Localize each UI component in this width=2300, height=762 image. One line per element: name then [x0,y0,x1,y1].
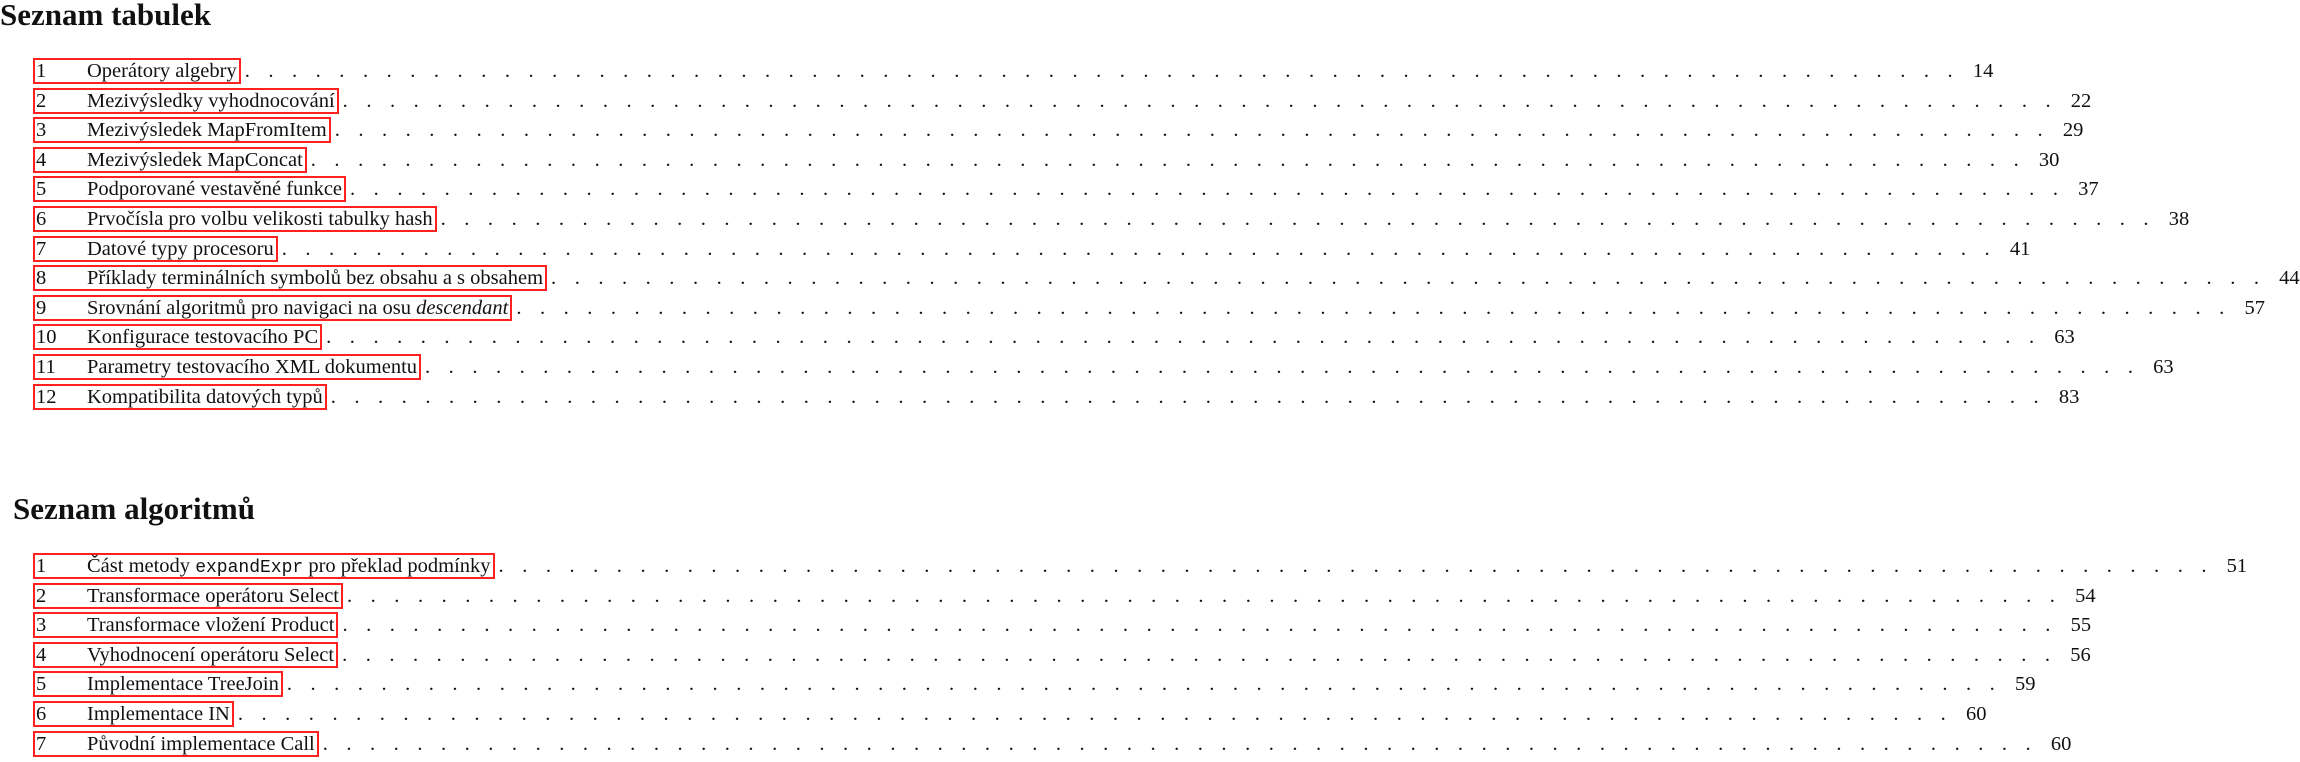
algorithm-entry-3 [33,611,2092,641]
table-entry-8 [33,264,2300,294]
entry-number: 2 [36,89,47,112]
entry-number: 3 [36,119,47,142]
algorithm-entry-7-link[interactable] [33,731,319,757]
entry-page: 41 [2009,237,2031,260]
entry-text: Kompatibilita datových typů [87,385,323,408]
dot-leader: . . . . . . . . . . . . . . . . . . . . . . . . . . . . . . . . . . . . . . . . . . . . . . . . . . . . . . . . . . . . . . . . . . . . . . . . . [286,673,2002,696]
entry-number: 4 [36,643,47,666]
table-entry-9-link[interactable] [33,295,512,321]
entry-page: 22 [2070,89,2092,112]
entry-text-pre: Část metody [87,555,196,577]
table-entry-12 [33,383,2080,413]
entry-number: 1 [36,60,47,82]
entry-text: Parametry testovacího XML dokumentu [87,355,418,378]
table-entry-8-link[interactable] [33,265,547,291]
table-entry-7 [33,235,2031,265]
table-entry-1 [33,57,1994,87]
dot-leader: . . . . . . . . . . . . . . . . . . . . . . . . . . . . . . . . . . . . . . . . . . . . . . . . . . . . . . . . . . . . . . . . . . . . . . . . . [237,702,1953,725]
entry-text: Mezivýsledek MapConcat [87,148,303,171]
entry-number: 12 [36,385,57,408]
entry-text-post: pro překlad podmínky [303,555,491,577]
dot-leader: . . . . . . . . . . . . . . . . . . . . . . . . . . . . . . . . . . . . . . . . . . . . . . . . . . . . . . . . . . . . . . . . . . . . . . . . . [322,732,2038,755]
entry-page: 57 [2244,296,2265,319]
entry-page: 59 [2014,673,2036,696]
entry-page: 60 [1965,702,1987,725]
table-entry-3 [33,116,2084,146]
dot-leader: . . . . . . . . . . . . . . . . . . . . . . . . . . . . . . . . . . . . . . . . . . . . . . . . . . . . . . . . . . . . . . . . . . . . . . . . . [244,60,1960,82]
algorithm-entry-6-link[interactable] [33,701,234,727]
entry-number: 9 [36,296,47,319]
entry-number: 6 [36,702,47,725]
table-entry-2 [33,87,2092,117]
entry-number: 7 [36,732,47,755]
entry-page: 56 [2070,643,2091,666]
dot-leader: . . . . . . . . . . . . . . . . . . . . . . . . . . . . . . . . . . . . . . . . . . . . . . . . . . . . . . . . . . . . . . . . . . . . . . . . . [425,355,2140,378]
table-entry-2-link[interactable] [33,88,339,114]
list-of-tables [33,57,2300,412]
entry-text: Původní implementace Call [87,732,315,755]
table-entry-6 [33,205,2190,235]
entry-number: 2 [36,584,47,607]
entry-page: 29 [2062,119,2084,142]
table-entry-11-link[interactable] [33,354,421,380]
section-title-algorithms: Seznam algoritmů [13,491,255,526]
entry-page: 83 [2058,385,2080,408]
dot-leader: . . . . . . . . . . . . . . . . . . . . . . . . . . . . . . . . . . . . . . . . . . . . . . . . . . . . . . . . . . . . . . . . . . . . . . . . . [326,326,2041,349]
algorithm-entry-7 [33,730,2072,760]
dot-leader: . . . . . . . . . . . . . . . . . . . . . . . . . . . . . . . . . . . . . . . . . . . . . . . . . . . . . . . . . . . . . . . . . . . . . . . . . [440,207,2156,230]
table-entry-1-link[interactable] [33,58,241,84]
dot-leader: . . . . . . . . . . . . . . . . . . . . . . . . . . . . . . . . . . . . . . . . . . . . . . . . . . . . . . . . . . . . . . . . . . . . . . . . . [334,119,2050,142]
entry-text: Operátory algebry [87,60,237,82]
algorithm-entry-3-link[interactable] [33,612,338,638]
page-title: Seznam tabulek [0,0,211,32]
entry-text: Prvočísla pro volbu velikosti tabulky hash [87,207,433,230]
table-entry-6-link[interactable] [33,206,437,232]
entry-number: 5 [36,673,47,696]
entry-number: 5 [36,178,47,201]
entry-number: 11 [36,355,56,378]
entry-text: Transformace operátoru Select [87,584,339,607]
entry-page: 38 [2168,207,2190,230]
dot-leader: . . . . . . . . . . . . . . . . . . . . . . . . . . . . . . . . . . . . . . . . . . . . . . . . . . . . . . . . . . . . . . . . . . . . . . . . . [330,385,2046,408]
algorithm-entry-2 [33,582,2096,612]
entry-number: 3 [36,614,47,637]
entry-text [87,297,508,319]
dot-leader: . . . . . . . . . . . . . . . . . . . . . . . . . . . . . . . . . . . . . . . . . . . . . . . . . . . . . . . . . . . . . . . . . . . . . . . . . [281,237,1997,260]
entry-page: 55 [2070,614,2092,637]
dot-leader: . . . . . . . . . . . . . . . . . . . . . . . . . . . . . . . . . . . . . . . . . . . . . . . . . . . . . . . . . . . . . . . . . . . . . . . . . [516,296,2231,319]
entry-page: 44 [2279,267,2300,290]
table-entry-5-link[interactable] [33,176,346,202]
entry-text: Implementace IN [87,702,230,725]
algorithm-entry-5-link[interactable] [33,671,283,697]
dot-leader: . . . . . . . . . . . . . . . . . . . . . . . . . . . . . . . . . . . . . . . . . . . . . . . . . . . . . . . . . . . . . . . . . . . . . . . . . [350,178,2065,201]
entry-number: 4 [36,148,47,171]
algorithm-entry-4 [33,641,2091,671]
list-of-algorithms [33,552,2248,759]
entry-text: Podporované vestavěné funkce [87,178,343,201]
table-entry-4-link[interactable] [33,147,307,173]
entry-text: Mezivýsledek MapFromItem [87,119,327,142]
entry-number: 1 [36,555,47,577]
dot-leader: . . . . . . . . . . . . . . . . . . . . . . . . . . . . . . . . . . . . . . . . . . . . . . . . . . . . . . . . . . . . . . . . . . . . . . . . . [347,584,2062,607]
dot-leader: . . . . . . . . . . . . . . . . . . . . . . . . . . . . . . . . . . . . . . . . . . . . . . . . . . . . . . . . . . . . . . . . . . . . . . . . . [342,614,2058,637]
table-entry-11 [33,353,2174,383]
entry-page: 54 [2075,584,2096,607]
dot-leader: . . . . . . . . . . . . . . . . . . . . . . . . . . . . . . . . . . . . . . . . . . . . . . . . . . . . . . . . . . . . . . . . . . . . . . . . . [551,267,2266,290]
algorithm-entry-2-link[interactable] [33,583,343,609]
entry-text: Implementace TreeJoin [87,673,279,696]
entry-page: 63 [2153,355,2174,378]
table-entry-12-link[interactable] [33,384,327,410]
entry-text: Transformace vložení Product [87,614,335,637]
table-entry-9 [33,294,2265,324]
dot-leader: . . . . . . . . . . . . . . . . . . . . . . . . . . . . . . . . . . . . . . . . . . . . . . . . . . . . . . . . . . . . . . . . . . . . . . . . . [498,555,2214,577]
entry-text: Příklady terminálních symbolů bez obsahu a s obsahem [87,267,544,290]
algorithm-entry-5 [33,670,2036,700]
dot-leader: . . . . . . . . . . . . . . . . . . . . . . . . . . . . . . . . . . . . . . . . . . . . . . . . . . . . . . . . . . . . . . . . . . . . . . . . . [342,643,2057,666]
entry-text: Vyhodnocení operátoru Select [87,643,335,666]
entry-text-main: Srovnání algoritmů pro navigaci na osu [87,296,417,319]
entry-number: 8 [36,267,47,290]
entry-page: 30 [2038,148,2060,171]
table-entry-5 [33,175,2099,205]
table-entry-4 [33,146,2060,176]
entry-text: Datové typy procesoru [87,237,274,260]
entry-page: 14 [1972,60,1994,82]
entry-text-italic: descendant [416,296,509,319]
entry-number: 10 [36,326,57,349]
entry-page: 63 [2054,326,2075,349]
algorithm-entry-6 [33,700,1987,730]
entry-code: expandExpr [195,558,304,578]
entry-text [87,555,491,579]
entry-page: 60 [2050,732,2072,755]
entry-page: 37 [2078,178,2099,201]
entry-number: 6 [36,207,47,230]
entry-text: Mezivýsledky vyhodnocování [87,89,335,112]
entry-text: Konfigurace testovacího PC [87,326,319,349]
dot-leader: . . . . . . . . . . . . . . . . . . . . . . . . . . . . . . . . . . . . . . . . . . . . . . . . . . . . . . . . . . . . . . . . . . . . . . . . . [310,148,2026,171]
table-entry-3-link[interactable] [33,117,331,143]
dot-leader: . . . . . . . . . . . . . . . . . . . . . . . . . . . . . . . . . . . . . . . . . . . . . . . . . . . . . . . . . . . . . . . . . . . . . . . . . [342,89,2058,112]
algorithm-entry-1 [33,552,2248,582]
algorithm-entry-1-link[interactable] [33,553,495,579]
table-entry-10 [33,323,2075,353]
table-entry-10-link[interactable] [33,324,322,350]
algorithm-entry-4-link[interactable] [33,642,338,668]
entry-number: 7 [36,237,47,260]
table-entry-7-link[interactable] [33,236,278,262]
entry-page: 51 [2226,555,2248,577]
